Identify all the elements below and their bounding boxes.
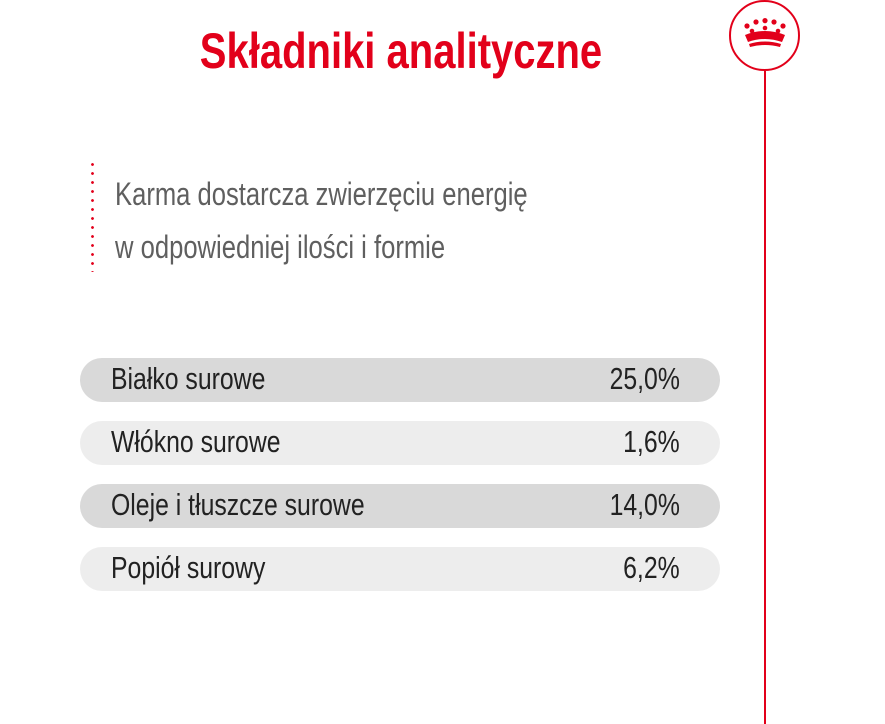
page-title: Składniki analityczne xyxy=(199,23,603,79)
intro-line-1: Karma dostarcza zwierzęciu energię xyxy=(115,176,528,212)
nutrient-value: 25,0% xyxy=(609,361,680,396)
nutrient-label: Oleje i tłuszcze surowe xyxy=(111,487,365,522)
nutrient-row-fibre xyxy=(80,421,720,465)
nutrient-value: 1,6% xyxy=(623,424,680,459)
nutrient-row-ash xyxy=(80,547,720,591)
nutrient-row-fat xyxy=(80,484,720,528)
vertical-accent-line xyxy=(764,71,766,724)
nutrient-label: Białko surowe xyxy=(111,361,266,396)
nutrient-row-protein xyxy=(80,358,720,402)
nutrient-label: Popiół surowy xyxy=(111,550,266,585)
brand-logo xyxy=(729,0,800,71)
intro-text xyxy=(115,168,563,274)
nutrient-value: 6,2% xyxy=(623,550,680,585)
nutrient-label: Włókno surowe xyxy=(111,424,281,459)
crown-icon xyxy=(741,18,789,50)
intro-line-2: w odpowiedniej ilości i formie xyxy=(115,229,446,265)
nutrient-value: 14,0% xyxy=(609,487,680,522)
dotted-divider xyxy=(91,160,94,272)
nutrients-table xyxy=(80,358,720,610)
